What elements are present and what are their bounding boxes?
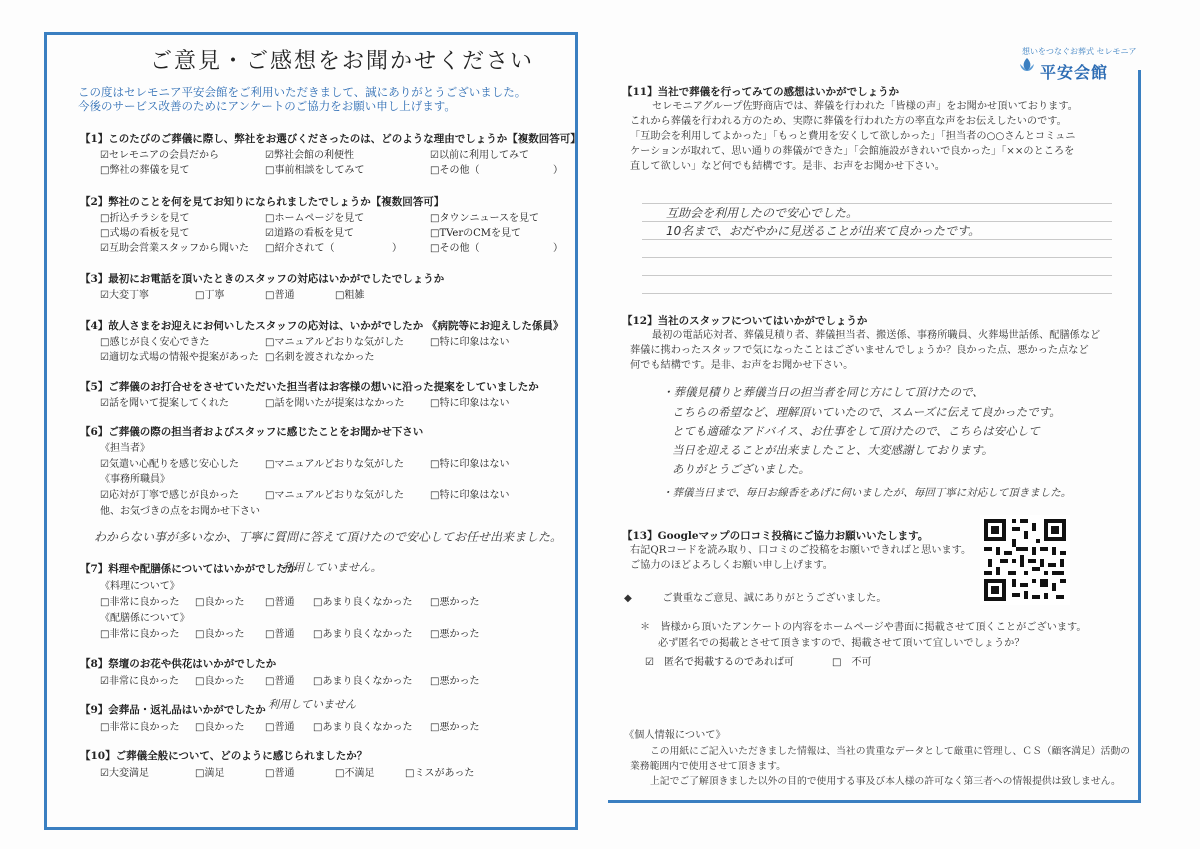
q2-option[interactable]: □その他（ [430,243,480,254]
intro-line-1: この度はセレモニア平安会館をご利用いただきまして、誠にありがとうございました。 [78,85,527,99]
lotus-logo-icon [1018,56,1036,74]
q7-server-option[interactable]: □非常に良かった [100,629,180,640]
q9-option[interactable]: □あまり良くなかった [313,722,413,733]
q1-option[interactable]: □その他（ [430,165,480,176]
q2-option[interactable]: □タウンニュースを見て [430,213,539,224]
question-2: 【2】弊社のことを何を見てお知りになられましたでしょうか【複数回答可】 [80,196,445,208]
question-12: 【12】当社のスタッフについてはいかがでしょうか [622,315,868,327]
q2-option[interactable]: □折込チラシを見て [100,213,190,224]
q11-body-line: セレモニアグループ佐野商店では、葬儀を行われた「皆様の声」をお聞かせ頂いております。 [652,101,1078,112]
q3-option[interactable]: □粗雑 [335,290,365,301]
thanks-line: ◆ ご貴重なご意見、誠にありがとうございました。 [624,593,887,604]
q12-body-line: 何でも結構です。是非、お声をお聞かせ下さい。 [630,360,854,371]
intro-line-2: 今後のサービス改善のためにアンケートのご協力をお願い申し上げます。 [78,99,456,113]
q6-option[interactable]: □マニュアルどおりな気がした [265,459,405,470]
question-10: 【10】ご葬儀全般について、どのように感じられましたか？ [80,750,368,762]
brand-name: 平安会館 [1040,63,1109,82]
q9-option[interactable]: □良かった [195,722,245,733]
q12-handwritten-line: ・葬儀見積りと葬儀当日の担当者を同じ方にして頂けたので、 [662,385,984,399]
q7-sub-food: 《料理について》 [100,581,180,592]
q11-body-line: 直して欲しい」など何でも結構です。是非、お声をお聞かせ下さい。 [630,161,945,172]
privacy-line: この用紙にご記入いただきました情報は、当社の貴重なデータとして厳重に管理し、ＣＳ（顧客満足）活動の [650,746,1131,757]
q9-option[interactable]: □非常に良かった [100,722,180,733]
q7-sub-server: 《配膳係について》 [100,613,190,624]
q6-option[interactable]: ☑気遣い心配りを感じ安心した [100,459,239,470]
q2-option[interactable]: □TVerのCMを見て [430,228,522,239]
q6-handwritten-comment: わからない事が多いなか、丁寧に質問に答えて頂けたので安心してお任せ出来ました。 [94,530,563,544]
q12-handwritten-line: 当日を迎えることが出来ましたこと、大変感謝しております。 [672,443,994,457]
question-6: 【6】ご葬儀の際の担当者およびスタッフに感じたことをお聞かせ下さい [80,426,424,438]
q9-option[interactable]: □普通 [265,722,295,733]
q2-option-close: ） [553,243,563,254]
publish-notice-1: ＊ 皆様から頂いたアンケートの内容をホームページや書面に掲載させて頂くことがございます。 [640,622,1087,633]
q4-option[interactable]: □感じが良く安心できた [100,337,210,348]
q7-food-option[interactable]: □普通 [265,597,295,608]
q6-other-label: 他、お気づきの点をお聞かせ下さい [100,506,260,517]
q8-option[interactable]: □普通 [265,676,295,687]
q12-handwritten-line: こちらの希望など、理解頂いていたので、スムーズに伝えて良かったです。 [672,405,1061,419]
brand-tagline: 想いをつなぐお葬式 セレモニア [1022,47,1137,56]
q10-option[interactable]: □満足 [195,768,225,779]
q7-food-option[interactable]: □あまり良くなかった [313,597,413,608]
question-7: 【7】料理や配膳係についてはいかがでしたか [80,563,298,575]
q10-option[interactable]: □普通 [265,768,295,779]
question-13: 【13】Googleマップの口コミ投稿にご協力お願いいたします。 [622,530,929,542]
publish-notice-2: 必ず匿名での掲載とさせて頂きますので、掲載させて頂いて宜しいでしょうか？ [658,638,1025,649]
q5-option[interactable]: □特に印象はない [430,398,510,409]
q2-option[interactable]: ☑互助会営業スタッフから聞いた [100,243,249,254]
q8-option[interactable]: □悪かった [430,676,480,687]
q2-option[interactable]: □ホームページを見て [265,213,365,224]
privacy-title: 《個人情報について》 [624,730,726,741]
q13-body-line: ご協力のほどよろしくお願い申し上げます。 [630,560,833,571]
q9-handwritten-note: 利用していません [268,698,356,711]
qr-code-icon[interactable] [980,515,1070,605]
q4-option[interactable]: ☑適切な式場の情報や提案があった [100,352,259,363]
q2-option-close: ） [392,243,402,254]
q8-option[interactable]: ☑非常に良かった [100,676,179,687]
q6-option[interactable]: □特に印象はない [430,459,510,470]
q7-server-option[interactable]: □悪かった [430,629,480,640]
q2-option[interactable]: □紹介されて（ [265,243,335,254]
q7-server-option[interactable]: □あまり良くなかった [313,629,413,640]
q7-handwritten-note: 利用していません。 [282,561,382,574]
q1-option-close: ） [553,165,563,176]
right-page [600,0,1200,849]
q4-option[interactable]: □マニュアルどおりな気がした [265,337,405,348]
question-5: 【5】ご葬儀のお打合せをさせていただいた担当者はお客様の想いに沿った提案をしていましたか [80,381,539,393]
q7-food-option[interactable]: □非常に良かった [100,597,180,608]
q12-body-line: 最初の電話応対者、葬儀見積り者、葬儀担当者、搬送係、事務所職員、火葬場世話係、配膳係など [652,330,1101,341]
q4-option[interactable]: □特に印象はない [430,337,510,348]
q13-body-line: 右記QRコードを読み取り、口コミのご投稿をお願いできればと思います。 [630,545,972,556]
q12-handwritten-line: ・葬儀当日まで、毎日お線香をあげに伺いましたが、毎回丁寧に対応して頂きました。 [662,487,1072,499]
q7-server-option[interactable]: □普通 [265,629,295,640]
question-1: 【1】このたびのご葬儀に際し、弊社をお選びくださったのは、どのような理由でしょうか【複数回答可】 [80,133,581,145]
q7-food-option[interactable]: □良かった [195,597,245,608]
q8-option[interactable]: □良かった [195,676,245,687]
q1-option[interactable]: ☑以前に利用してみて [430,150,529,161]
q7-food-option[interactable]: □悪かった [430,597,480,608]
q11-handwritten-line: 互助会を利用したので安心でした。 [666,206,859,220]
privacy-line: 上記でご了解頂きました以外の目的で使用する事及び本人様の許可なく第三者への情報提供は致しません。 [650,776,1121,787]
privacy-line: 業務範囲内で使用させて頂きます。 [630,761,786,772]
q1-option[interactable]: □事前相談をしてみて [265,165,365,176]
q6-sub-office: 《事務所職員》 [100,474,170,485]
q9-option[interactable]: □悪かった [430,722,480,733]
q2-option[interactable]: □式場の看板を見て [100,228,190,239]
q1-option[interactable]: ☑セレモニアの会員だから [100,150,219,161]
q6-option[interactable]: □マニュアルどおりな気がした [265,490,405,501]
q7-server-option[interactable]: □良かった [195,629,245,640]
q3-option[interactable]: □普通 [265,290,295,301]
publish-decline-option[interactable]: □ 不可 [832,657,872,668]
q12-body-line: 葬儀に携わったスタッフで気になったことはございませんでしょうか？良かった点、悪かった点など [630,345,1089,356]
question-4: 【4】故人さまをお迎えにお伺いしたスタッフの応対は、いかがでしたか 《病院等にお迎えした係員》 [80,320,564,332]
q5-option[interactable]: □話を聞いたが提案はなかった [265,398,405,409]
publish-anonymous-option[interactable]: ☑ 匿名で掲載するのであれば可 [645,657,794,668]
q11-handwritten-line: 10名まで、おだやかに見送ることが出来て良かったです。 [666,224,981,238]
q1-option[interactable]: □弊社の葬儀を見て [100,165,190,176]
q6-sub-staff: 《担当者》 [100,443,150,454]
q10-option[interactable]: ☑大変満足 [100,768,149,779]
q12-handwritten-line: ありがとうございました。 [672,462,810,476]
q11-body-line: ケーションが取れて、思い通りの葬儀ができた」「会館施設がきれいで良かった」「××のところを [630,146,1075,157]
q2-option[interactable]: ☑道路の看板を見て [265,228,354,239]
q5-option[interactable]: ☑話を聞いて提案してくれた [100,398,229,409]
q12-handwritten-line: とても適確なアドバイス、お仕事をして頂けたので、こちらは安心して [672,424,1040,438]
question-3: 【3】最初にお電話を頂いたときのスタッフの対応はいかがでしたでしょうか [80,273,445,285]
q6-option[interactable]: ☑応対が丁寧で感じが良かった [100,490,239,501]
q3-option[interactable]: ☑大変丁寧 [100,290,149,301]
q8-option[interactable]: □あまり良くなかった [313,676,413,687]
q4-option[interactable]: □名刺を渡されなかった [265,352,375,363]
question-11: 【11】当社で葬儀を行ってみての感想はいかがでしょうか [622,86,900,98]
q11-body-line: 「互助会を利用してよかった」「もっと費用を安くして欲しかった」「担当者の○○さんとコミュニ [630,131,1076,142]
q10-option[interactable]: □不満足 [335,768,375,779]
q11-body-line: これから葬儀を行われる方のため、実際に葬儀を行われた方の率直な声をお伝えしたいのです。 [630,116,1067,127]
question-9: 【9】会葬品・返礼品はいかがでしたか [80,704,266,716]
q3-option[interactable]: □丁寧 [195,290,225,301]
q6-option[interactable]: □特に印象はない [430,490,510,501]
page-title: ご意見・ご感想をお聞かせください [150,49,535,74]
question-8: 【8】祭壇のお花や供花はいかがでしたか [80,658,277,670]
q10-option[interactable]: □ミスがあった [405,768,475,779]
q1-option[interactable]: ☑弊社会館の利便性 [265,150,354,161]
